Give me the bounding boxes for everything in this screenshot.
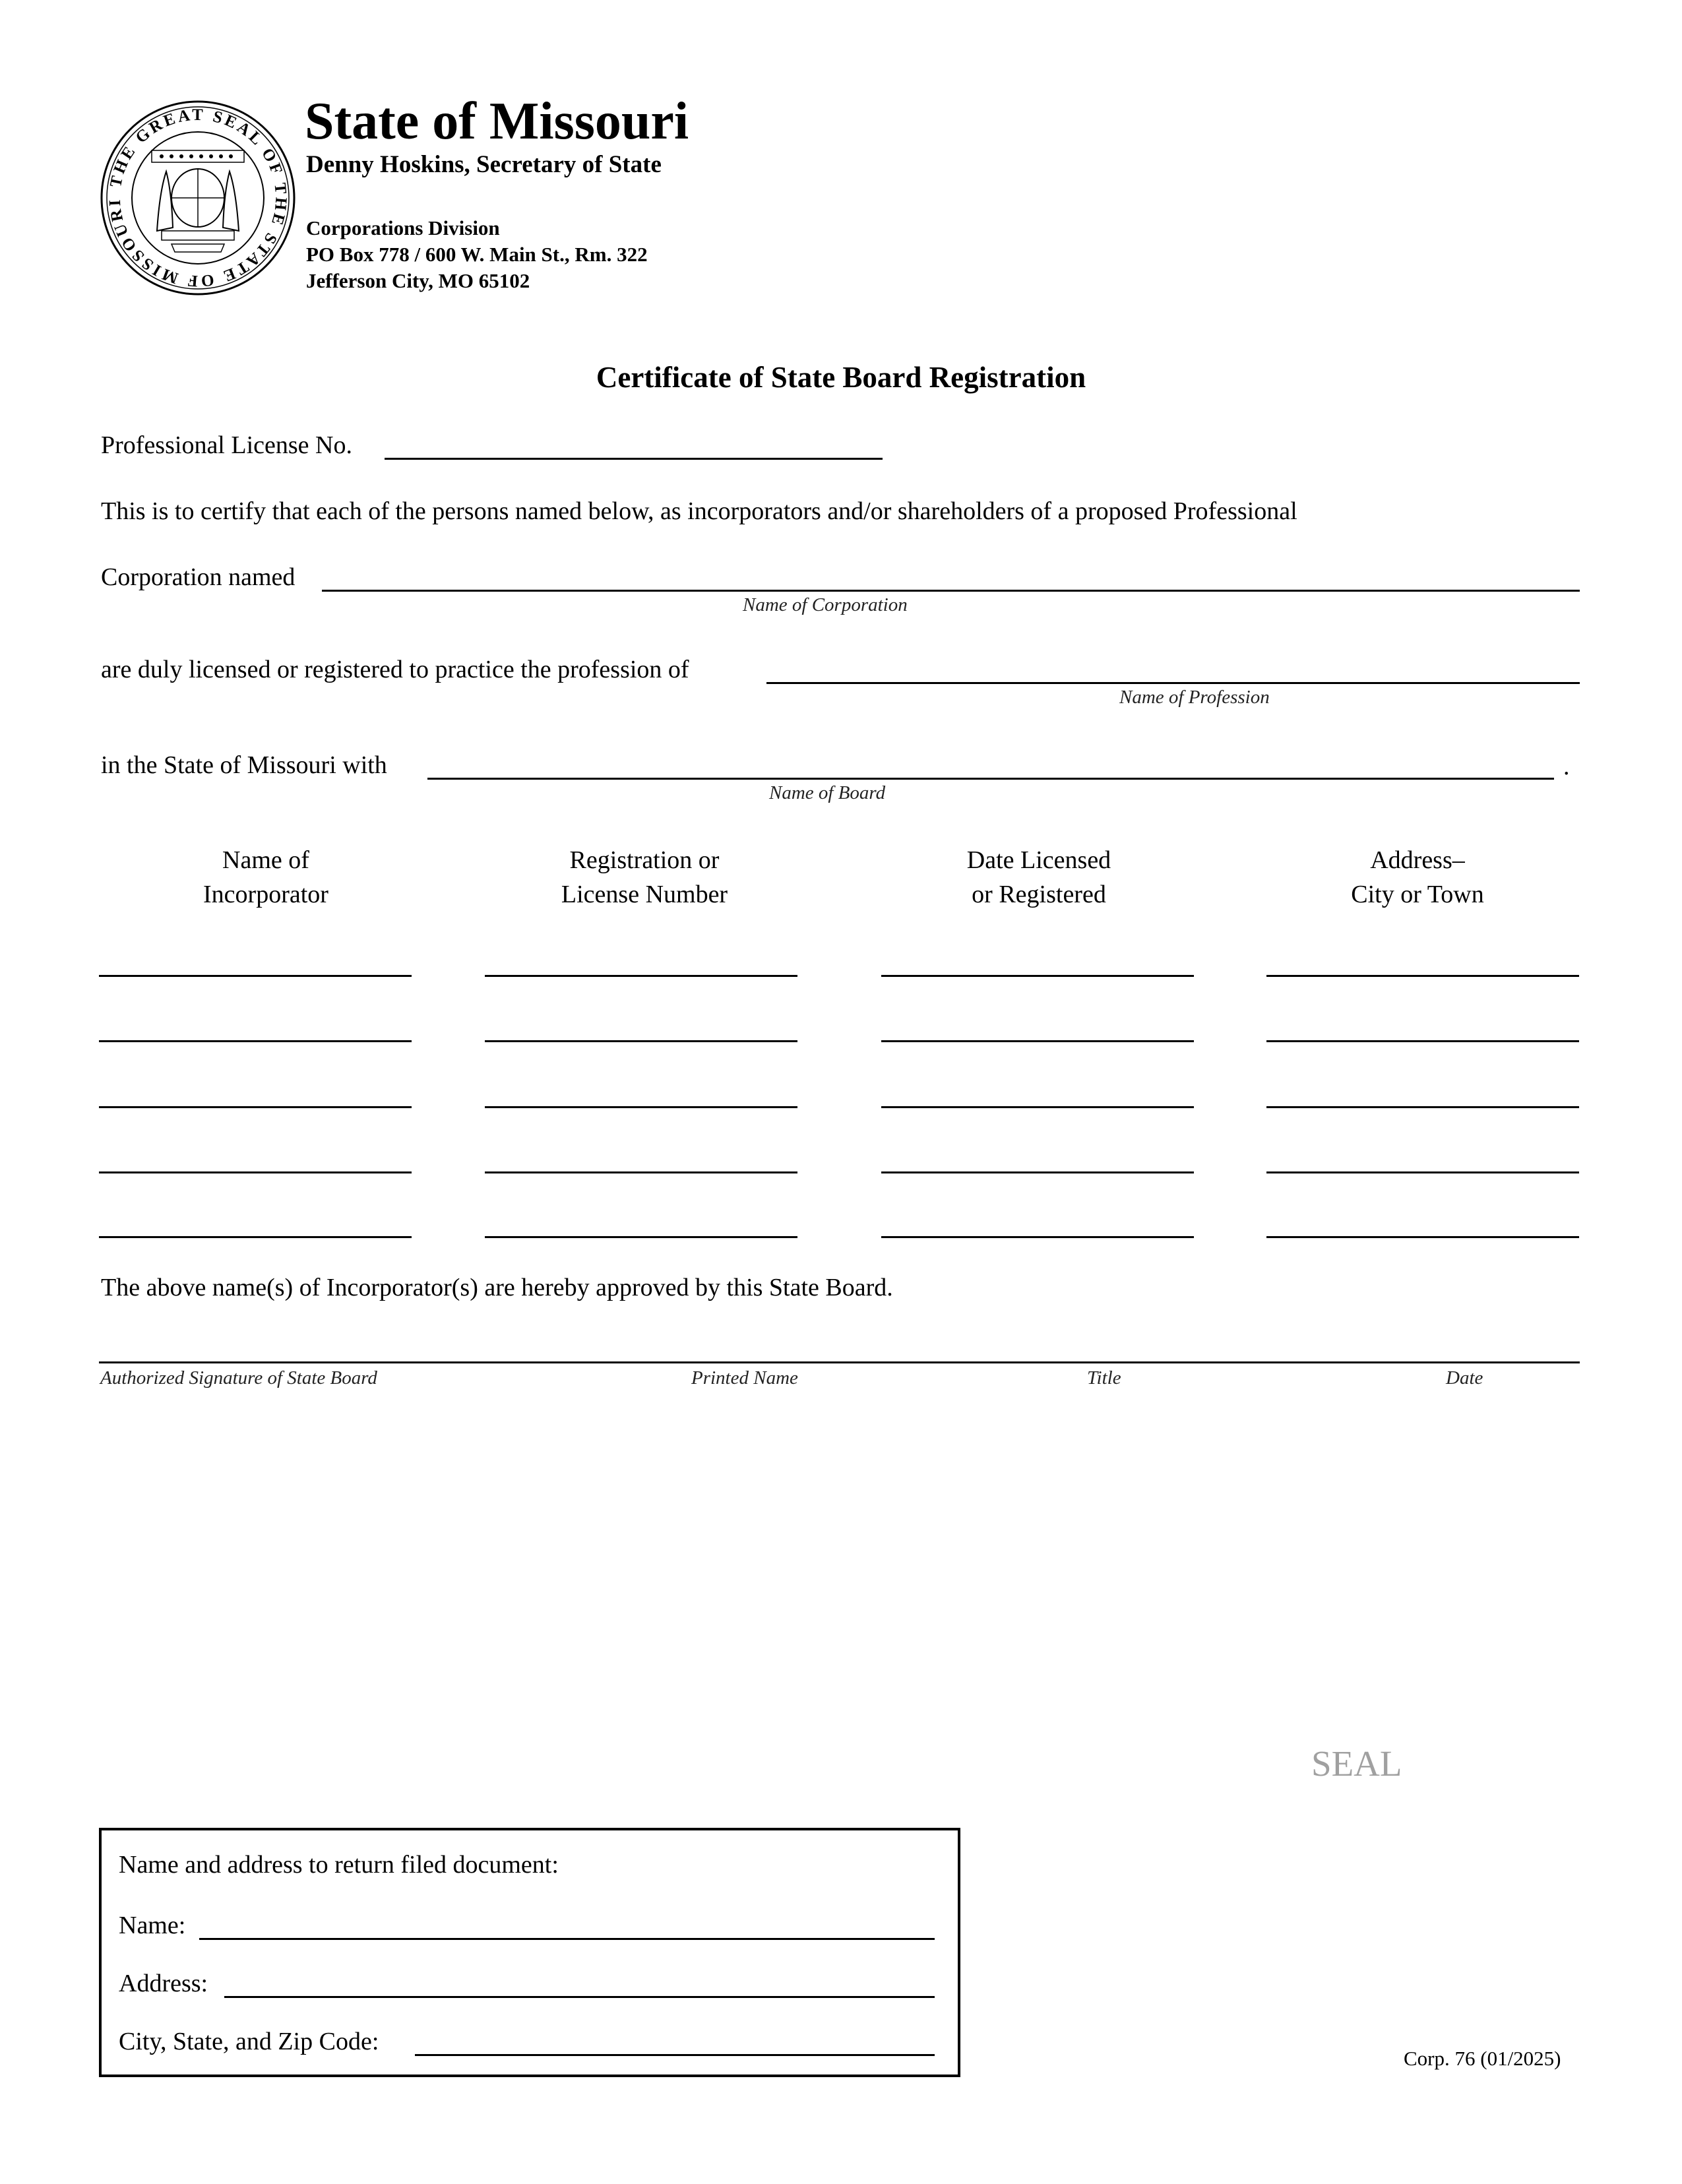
profession-caption: Name of Profession — [1119, 687, 1270, 708]
approval-text: The above name(s) of Incorporator(s) are hereby approved by this State Board. — [101, 1274, 893, 1301]
form-number: Corp. 76 (01/2025) — [1404, 2047, 1561, 2070]
table-cell-line[interactable] — [99, 975, 412, 977]
authorized-signature-field[interactable] — [99, 1361, 1580, 1363]
col-header-address: Address– City or Town — [1351, 846, 1484, 908]
table-cell-line[interactable] — [485, 1040, 797, 1042]
table-cell-line[interactable] — [1266, 975, 1579, 977]
table-cell-line[interactable] — [881, 1236, 1194, 1238]
table-cell-line[interactable] — [485, 1106, 797, 1108]
board-name-field[interactable] — [427, 778, 1554, 780]
division-address-line1: PO Box 778 / 600 W. Main St., Rm. 322 — [306, 243, 648, 266]
table-cell-line[interactable] — [99, 1106, 412, 1108]
svg-text:THE GREAT SEAL OF THE STATE OF: THE GREAT SEAL OF THE STATE OF MISSOURI — [106, 106, 290, 290]
table-cell-line[interactable] — [485, 975, 797, 977]
seal-placeholder: SEAL — [1311, 1743, 1402, 1784]
table-cell-line[interactable] — [1266, 1106, 1579, 1108]
table-cell-line[interactable] — [1266, 1236, 1579, 1238]
table-cell-line[interactable] — [485, 1171, 797, 1173]
date-caption: Date — [1446, 1367, 1483, 1388]
corporation-caption: Name of Corporation — [743, 594, 908, 615]
table-cell-line[interactable] — [881, 1106, 1194, 1108]
printed-name-caption: Printed Name — [691, 1367, 798, 1388]
board-period: . — [1563, 753, 1570, 780]
division-address-line2: Jefferson City, MO 65102 — [306, 269, 530, 292]
secretary-name: Denny Hoskins, Secretary of State — [306, 151, 662, 178]
return-city-field[interactable] — [415, 2054, 935, 2056]
return-address-field[interactable] — [224, 1996, 935, 1998]
certify-text: This is to certify that each of the persons named below, as incorporators and/or shareholders of a proposed Professional — [101, 497, 1297, 525]
corporation-name-field[interactable] — [322, 590, 1580, 592]
table-cell-line[interactable] — [881, 1171, 1194, 1173]
form-title: Certificate of State Board Registration — [596, 361, 1086, 394]
table-cell-line[interactable] — [99, 1171, 412, 1173]
license-number-field[interactable] — [385, 458, 883, 460]
license-label: Professional License No. — [101, 431, 352, 459]
table-cell-line[interactable] — [99, 1236, 412, 1238]
table-cell-line[interactable] — [1266, 1171, 1579, 1173]
return-address-label: Address: — [119, 1970, 208, 1997]
return-address-box — [99, 1828, 960, 2077]
col-header-date-licensed: Date Licensed or Registered — [966, 846, 1111, 908]
return-name-label: Name: — [119, 1912, 186, 1939]
return-city-label: City, State, and Zip Code: — [119, 2028, 379, 2055]
corporation-label: Corporation named — [101, 563, 296, 591]
return-box-heading: Name and address to return filed document: — [119, 1851, 559, 1879]
signature-caption: Authorized Signature of State Board — [100, 1367, 377, 1388]
state-board-label: in the State of Missouri with — [101, 751, 387, 779]
profession-name-field[interactable] — [766, 682, 1580, 684]
table-cell-line[interactable] — [99, 1040, 412, 1042]
title-caption: Title — [1087, 1367, 1121, 1388]
state-seal-emblem — [99, 99, 297, 297]
profession-label: are duly licensed or registered to practice the profession of — [101, 656, 689, 683]
table-cell-line[interactable] — [881, 975, 1194, 977]
table-cell-line[interactable] — [881, 1040, 1194, 1042]
return-name-field[interactable] — [199, 1938, 935, 1940]
table-cell-line[interactable] — [485, 1236, 797, 1238]
board-caption: Name of Board — [769, 782, 886, 803]
division-name: Corporations Division — [306, 216, 500, 239]
col-header-incorporator: Name of Incorporator — [203, 846, 328, 908]
table-cell-line[interactable] — [1266, 1040, 1579, 1042]
state-title: State of Missouri — [305, 92, 689, 150]
col-header-registration: Registration or License Number — [561, 846, 728, 908]
